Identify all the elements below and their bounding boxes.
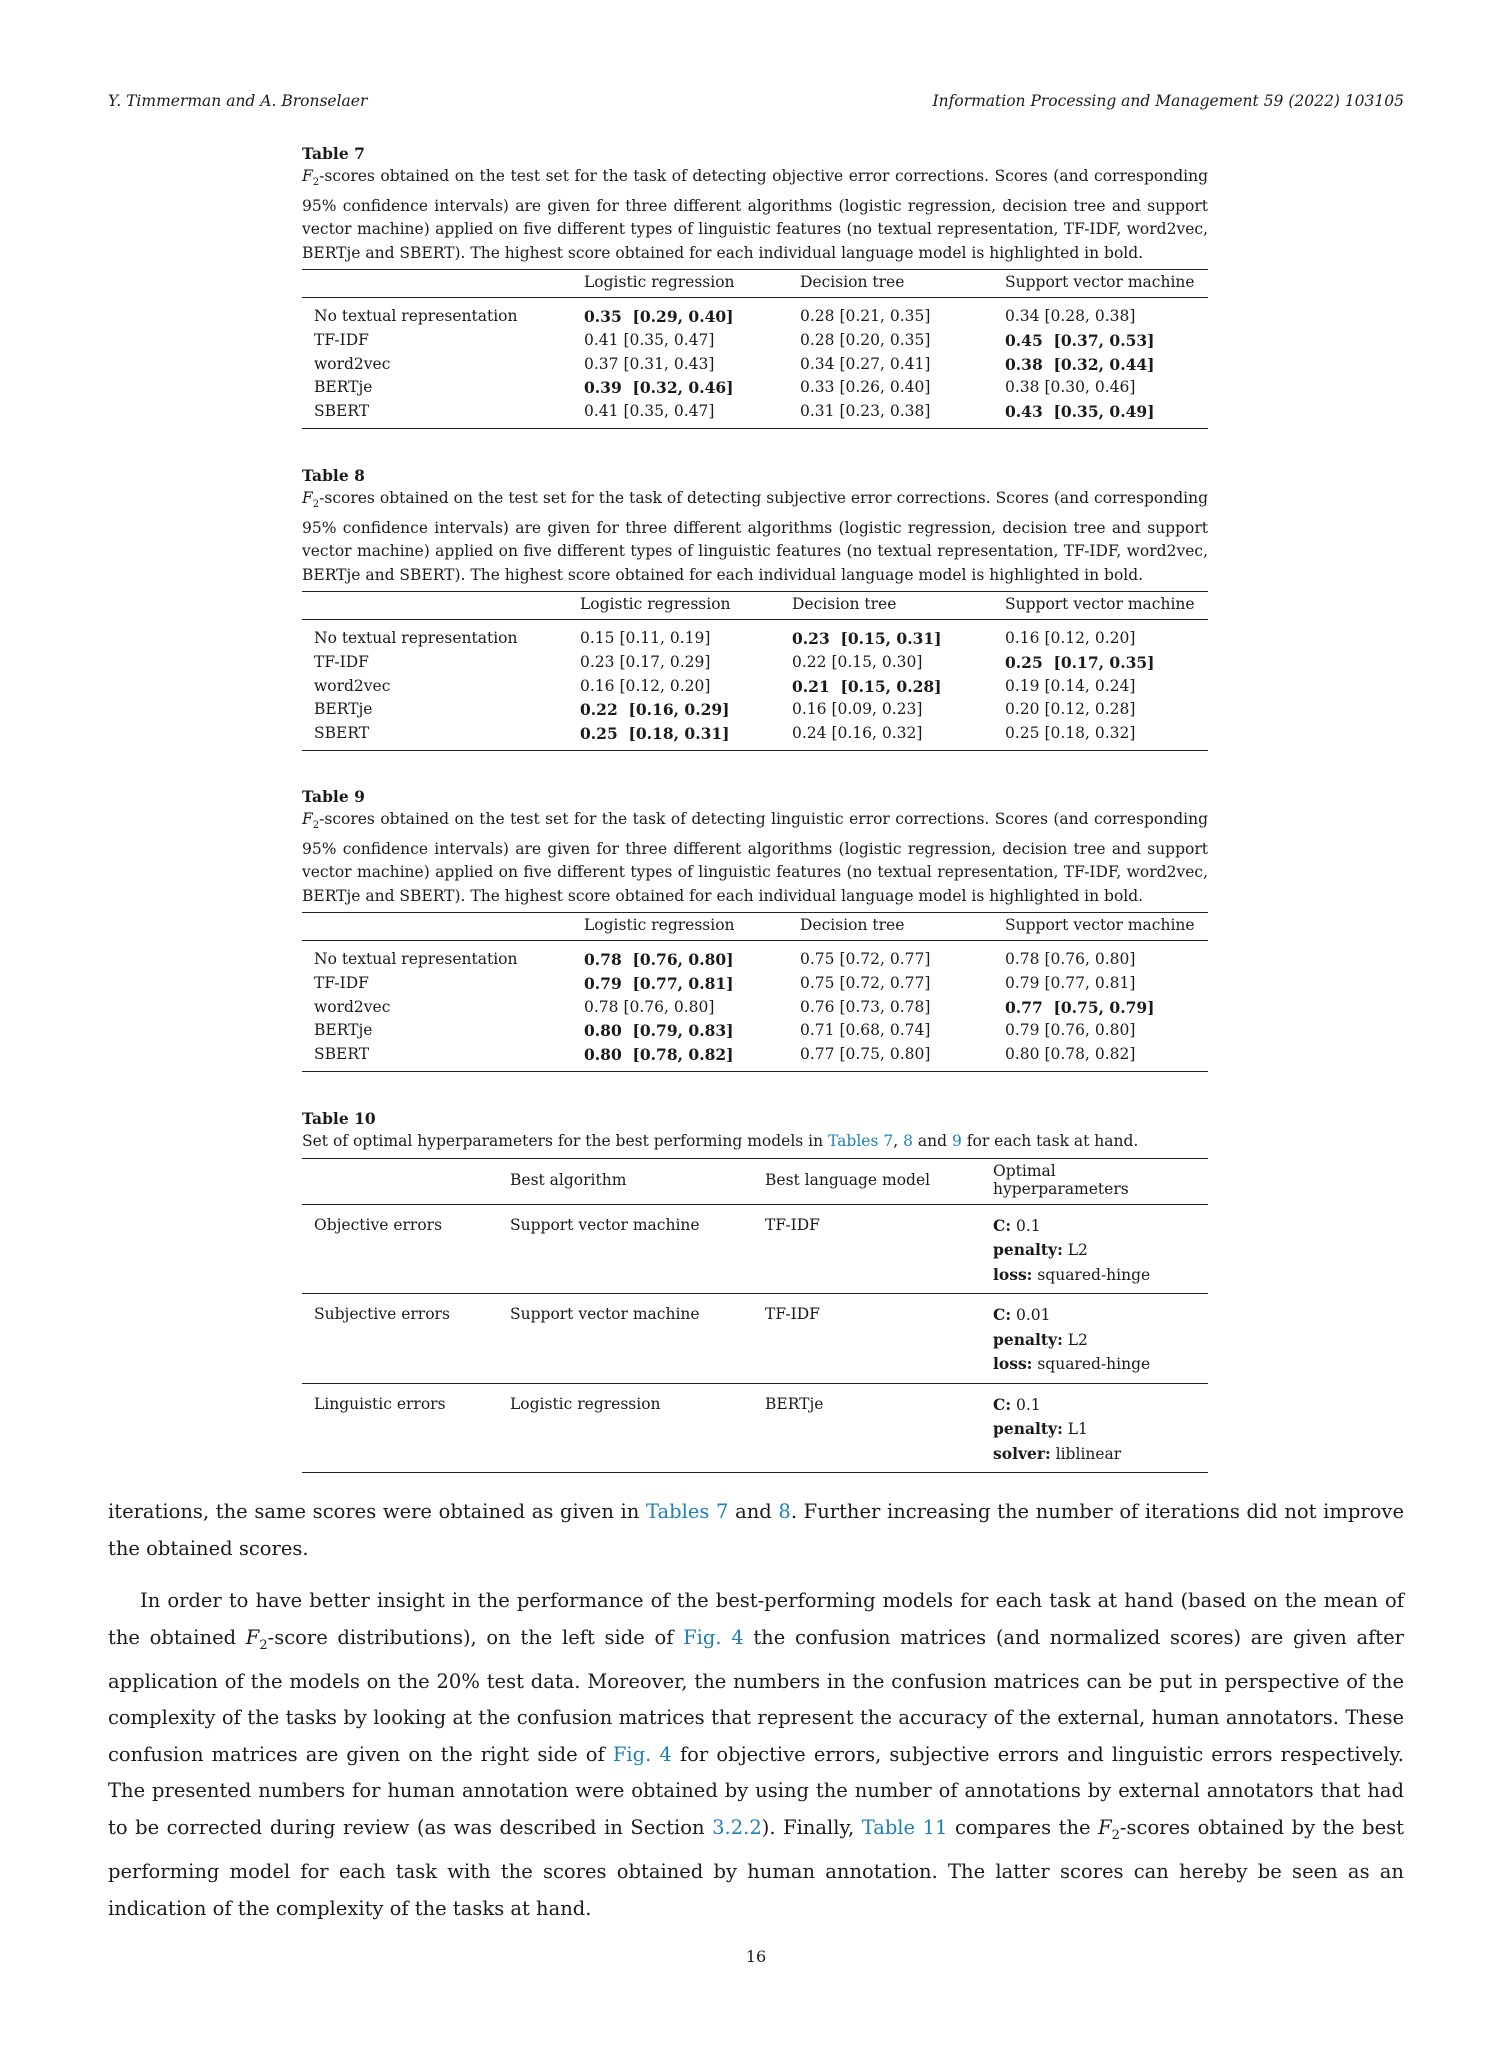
param-key: loss: [993, 1354, 1033, 1373]
param-value: 0.1 [1011, 1395, 1041, 1414]
score-cell: 0.16 [0.09, 0.23] [792, 700, 923, 719]
score-cell: 0.41 [0.35, 0.47] [572, 400, 788, 428]
table-10 [302, 1108, 1208, 1473]
model-cell: TF-IDF [753, 1294, 981, 1384]
score-cell: 0.45 [0.37, 0.53] [1005, 330, 1155, 350]
score-cell: 0.20 [0.12, 0.28] [1005, 700, 1136, 719]
column-header: Support vector machine [993, 913, 1208, 941]
link-fig-4[interactable]: Fig. 4 [612, 1742, 672, 1766]
param-key: penalty: [993, 1240, 1063, 1259]
table-9 [302, 786, 1208, 1072]
results-table [302, 269, 1208, 429]
row-label: SBERT [302, 1043, 572, 1071]
link-tables-7[interactable]: Tables 7 [645, 1500, 729, 1523]
table-row [302, 1043, 1208, 1071]
score-cell: 0.80 [0.79, 0.83] [584, 1021, 734, 1041]
param-line [993, 1263, 1196, 1288]
score-cell: 0.41 [0.35, 0.47] [584, 330, 715, 349]
row-label: TF-IDF [314, 330, 369, 349]
running-header-journal: Information Processing and Management 59 (2022) 103105 [932, 92, 1404, 110]
table-row [302, 620, 1208, 651]
score-cell: 0.38 [0.32, 0.44] [1005, 354, 1155, 374]
table-row [302, 1204, 1208, 1294]
param-value: squared-hinge [1032, 1355, 1151, 1373]
row-label: SBERT [302, 722, 568, 750]
table-row [302, 353, 1208, 377]
column-header: Best language model [753, 1158, 981, 1204]
row-label: BERTje [314, 378, 373, 397]
score-cell: 0.28 [0.21, 0.35] [800, 307, 931, 326]
score-cell: 0.35 [0.29, 0.40] [584, 307, 734, 327]
column-header: Support vector machine [993, 592, 1208, 620]
param-value: 0.1 [1011, 1216, 1041, 1235]
row-label: No textual representation [314, 629, 518, 648]
table-row [302, 698, 1208, 722]
table-row [302, 675, 1208, 699]
column-header-feature [302, 592, 568, 620]
score-cell: 0.28 [0.20, 0.35] [800, 330, 931, 349]
score-cell: 0.37 [0.31, 0.43] [584, 354, 715, 373]
param-key: penalty: [993, 1329, 1063, 1349]
score-cell: 0.77 [0.75, 0.79] [1005, 997, 1155, 1017]
task-cell: Subjective errors [302, 1294, 498, 1384]
table-row [302, 329, 1208, 353]
score-cell: 0.43 [0.35, 0.49] [993, 400, 1208, 428]
table-caption: Set of optimal hyperparameters for the best performing models in Tables 7, 8 and 9 for each task at hand. [302, 1132, 1139, 1150]
param-key: solver: [993, 1443, 1051, 1463]
score-cell: 0.77 [0.75, 0.80] [788, 1043, 993, 1071]
row-label: BERTje [314, 700, 373, 719]
param-line [993, 1417, 1196, 1442]
running-header-authors: Y. Timmerman and A. Bronselaer [108, 92, 368, 110]
row-label: SBERT [302, 400, 572, 428]
column-header: Best algorithm [498, 1158, 753, 1204]
score-cell: 0.25 [0.17, 0.35] [1005, 652, 1155, 672]
table-row [302, 1019, 1208, 1043]
paragraph: iterations, the same scores were obtained as given in Tables 7 and 8. Further increasing the number of iterations did not improve the obtained scores. [108, 1500, 1404, 1560]
table-row [302, 1294, 1208, 1384]
table-caption: $F_2$-scores obtained on the test set for the task of detecting subjective error corrections. Scores (and corresponding 95% confidence intervals) are given for three different algorithms (logistic regression, decision tree and support vector machine) applied on five different types of linguistic features (no textual representation, TF-IDF, word2vec, BERTje and SBERT). The highest score obtained for each individual language model is highlighted in bold. [302, 489, 1208, 584]
results-table [302, 912, 1208, 1072]
row-label: TF-IDF [314, 652, 369, 671]
params-cell [981, 1383, 1208, 1473]
task-cell: Linguistic errors [302, 1383, 498, 1473]
score-cell: 0.38 [0.30, 0.46] [1005, 378, 1136, 397]
score-cell: 0.75 [0.72, 0.77] [800, 973, 931, 992]
link-table-7[interactable]: Tables 7 [828, 1132, 894, 1150]
algorithm-cell: Support vector machine [498, 1294, 753, 1384]
algorithm-cell: Support vector machine [498, 1204, 753, 1294]
score-cell: 0.19 [0.14, 0.24] [1005, 676, 1136, 695]
score-cell: 0.23 [0.15, 0.31] [792, 629, 942, 649]
column-header: Decision tree [780, 592, 993, 620]
table-7 [302, 143, 1208, 429]
algorithm-cell: Logistic regression [498, 1383, 753, 1473]
param-key: C: [993, 1394, 1012, 1414]
param-key: penalty: [993, 1419, 1063, 1438]
param-value: liblinear [1050, 1444, 1122, 1463]
row-label: word2vec [314, 354, 391, 373]
params-cell [981, 1204, 1208, 1294]
score-cell: 0.39 [0.32, 0.46] [584, 378, 734, 398]
table-8 [302, 465, 1208, 751]
row-label: TF-IDF [314, 973, 369, 992]
table-row [302, 996, 1208, 1020]
score-cell: 0.25 [0.18, 0.31] [568, 722, 780, 750]
score-cell: 0.25 [0.18, 0.32] [993, 722, 1208, 750]
score-cell: 0.76 [0.73, 0.78] [800, 997, 931, 1016]
score-cell: 0.78 [0.76, 0.80] [1005, 950, 1136, 969]
hyperparameter-table [302, 1158, 1208, 1474]
page-number: 16 [745, 1947, 767, 1966]
score-cell: 0.22 [0.16, 0.29] [580, 700, 730, 720]
param-key: C: [993, 1305, 1012, 1324]
link-section-3-2-2[interactable]: 3.2.2 [712, 1815, 762, 1839]
score-cell: 0.31 [0.23, 0.38] [788, 400, 993, 428]
score-cell: 0.24 [0.16, 0.32] [780, 722, 993, 750]
param-value: squared-hinge [1032, 1265, 1151, 1284]
table-row [302, 651, 1208, 675]
score-cell: 0.78 [0.76, 0.80] [584, 950, 734, 970]
table-title: Table 10 [302, 1109, 376, 1128]
table-row [302, 941, 1208, 972]
link-fig-4[interactable]: Fig. 4 [683, 1625, 744, 1649]
model-cell: BERTje [753, 1383, 981, 1473]
column-header: Logistic regression [572, 270, 788, 298]
score-cell: 0.15 [0.11, 0.19] [580, 629, 711, 648]
row-label: BERTje [314, 1021, 373, 1040]
column-header-task [302, 1158, 498, 1204]
score-cell: 0.79 [0.76, 0.80] [1005, 1021, 1136, 1040]
score-cell: 0.22 [0.15, 0.30] [792, 652, 923, 671]
score-cell: 0.80 [0.78, 0.82] [993, 1043, 1208, 1071]
table-caption: $F_2$-scores obtained on the test set for the task of detecting objective error corrections. Scores (and corresponding 95% confidence intervals) are given for three different algorithms (logistic regression, decision tree and support vector machine) applied on five different types of linguistic features (no textual representation, TF-IDF, word2vec, BERTje and SBERT). The highest score obtained for each individual language model is highlighted in bold. [302, 167, 1208, 262]
table-row [302, 376, 1208, 400]
param-key: loss: [993, 1264, 1033, 1284]
model-cell: TF-IDF [753, 1204, 981, 1294]
score-cell: 0.16 [0.12, 0.20] [1005, 629, 1136, 648]
task-cell: Objective errors [302, 1204, 498, 1294]
table-row [302, 722, 1208, 750]
score-cell: 0.78 [0.76, 0.80] [584, 997, 715, 1016]
param-key: C: [993, 1215, 1012, 1235]
table-title: Table 9 [302, 787, 365, 806]
score-cell: 0.21 [0.15, 0.28] [792, 676, 942, 696]
score-cell: 0.79 [0.77, 0.81] [584, 973, 734, 993]
column-header: Decision tree [788, 270, 993, 298]
column-header: Optimal hyperparameters [981, 1158, 1208, 1204]
row-label: word2vec [314, 997, 391, 1016]
score-cell: 0.23 [0.17, 0.29] [580, 652, 711, 671]
param-value: L1 [1062, 1420, 1088, 1438]
score-cell: 0.16 [0.12, 0.20] [580, 676, 711, 695]
table-row [302, 298, 1208, 329]
score-cell: 0.75 [0.72, 0.77] [800, 950, 931, 969]
table-caption: $F_2$-scores obtained on the test set for the task of detecting linguistic error corrections. Scores (and corresponding 95% confidence intervals) are given for three different algorithms (logistic regression, decision tree and support vector machine) applied on five different types of linguistic features (no textual representation, TF-IDF, word2vec, BERTje and SBERT). The highest score obtained for each individual language model is highlighted in bold. [302, 810, 1208, 905]
param-line [993, 1303, 1196, 1328]
column-header: Support vector machine [993, 270, 1208, 298]
column-header-feature [302, 270, 572, 298]
results-table [302, 591, 1208, 751]
params-cell [981, 1294, 1208, 1384]
row-label: No textual representation [314, 950, 518, 969]
score-cell: 0.79 [0.77, 0.81] [1005, 973, 1136, 992]
score-cell: 0.33 [0.26, 0.40] [800, 378, 931, 397]
row-label: No textual representation [314, 307, 518, 326]
table-row [302, 1383, 1208, 1473]
score-cell: 0.34 [0.28, 0.38] [1005, 307, 1136, 326]
param-line [993, 1328, 1196, 1353]
body-text [108, 1494, 1404, 1927]
link-table-11[interactable]: Table 11 [861, 1815, 948, 1839]
paragraph: In order to have better insight in the performance of the best-performing models for each task at hand (based on the mean of the obtained $F_2$-score distributions), on the left side of Fig. 4 the confusion matrices (and normalized scores) are given after application of the models on the 20% test data. Moreover, the numbers in the confusion matrices can be put in perspective of the complexity of the tasks by looking at the confusion matrices that represent the accuracy of the external, human annotators. These confusion matrices are given on the right side of Fig. 4 for objective errors, subjective errors and linguistic errors respectively. The presented numbers for human annotation were obtained by using the number of annotations by external annotators that had to be corrected during review (as was described in Section 3.2.2). Finally, Table 11 compares the $F_2$-scores obtained by the best performing model for each task with the scores obtained by human annotation. The latter scores can hereby be seen as an indication of the complexity of the tasks at hand. [108, 1589, 1404, 1920]
link-table-9[interactable]: 9 [951, 1132, 962, 1150]
param-line [993, 1238, 1196, 1263]
table-title: Table 7 [302, 144, 365, 163]
table-title: Table 8 [302, 466, 365, 485]
param-line [993, 1442, 1196, 1467]
score-cell: 0.34 [0.27, 0.41] [800, 354, 931, 373]
param-value: 0.01 [1011, 1306, 1051, 1324]
table-row [302, 400, 1208, 428]
column-header: Decision tree [788, 913, 993, 941]
link-table-8[interactable]: 8 [778, 1500, 791, 1523]
link-table-8[interactable]: 8 [903, 1132, 913, 1150]
score-cell: 0.80 [0.78, 0.82] [572, 1043, 788, 1071]
row-label: word2vec [314, 676, 391, 695]
param-line [993, 1214, 1196, 1239]
table-row [302, 972, 1208, 996]
param-value: L2 [1062, 1241, 1088, 1259]
param-line [993, 1393, 1196, 1418]
column-header: Logistic regression [572, 913, 788, 941]
param-value: L2 [1062, 1330, 1088, 1349]
column-header: Logistic regression [568, 592, 780, 620]
score-cell: 0.71 [0.68, 0.74] [800, 1021, 931, 1040]
column-header-feature [302, 913, 572, 941]
param-line [993, 1352, 1196, 1377]
